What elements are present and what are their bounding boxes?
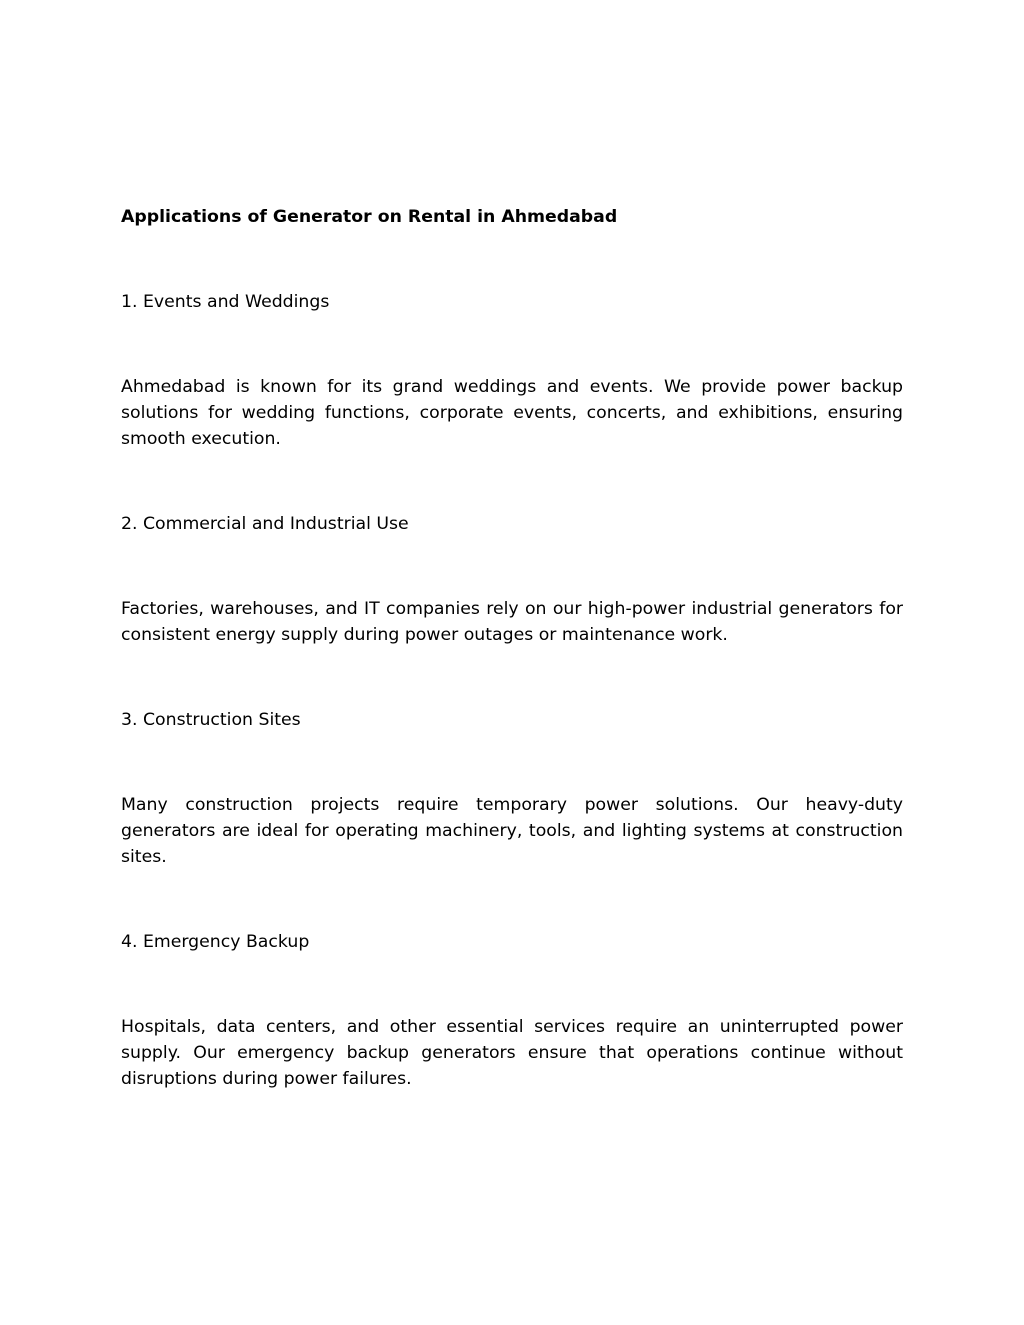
document-title: Applications of Generator on Rental in Ahmedabad (121, 207, 618, 227)
section-body-emergency: Hospitals, data centers, and other essential services require an uninterrupted power supply. Our emergency backup generators ensure that operations continue without disruptions during power failures. (121, 1017, 903, 1089)
section-body-construction: Many construction projects require temporary power solutions. Our heavy-duty generators are ideal for operating machinery, tools, and lighting systems at construction sites. (121, 795, 903, 867)
section-heading-events: 1. Events and Weddings (121, 292, 330, 312)
section-body-events: Ahmedabad is known for its grand weddings and events. We provide power backup solutions for wedding functions, corporate events, concerts, and exhibitions, ensuring smooth execution. (121, 377, 903, 449)
section-heading-emergency: 4. Emergency Backup (121, 932, 310, 952)
document-content (121, 204, 903, 1092)
section-heading-construction: 3. Construction Sites (121, 710, 301, 730)
section-body-commercial: Factories, warehouses, and IT companies rely on our high-power industrial generators for consistent energy supply during power outages or maintenance work. (121, 599, 903, 645)
section-heading-commercial: 2. Commercial and Industrial Use (121, 514, 409, 534)
